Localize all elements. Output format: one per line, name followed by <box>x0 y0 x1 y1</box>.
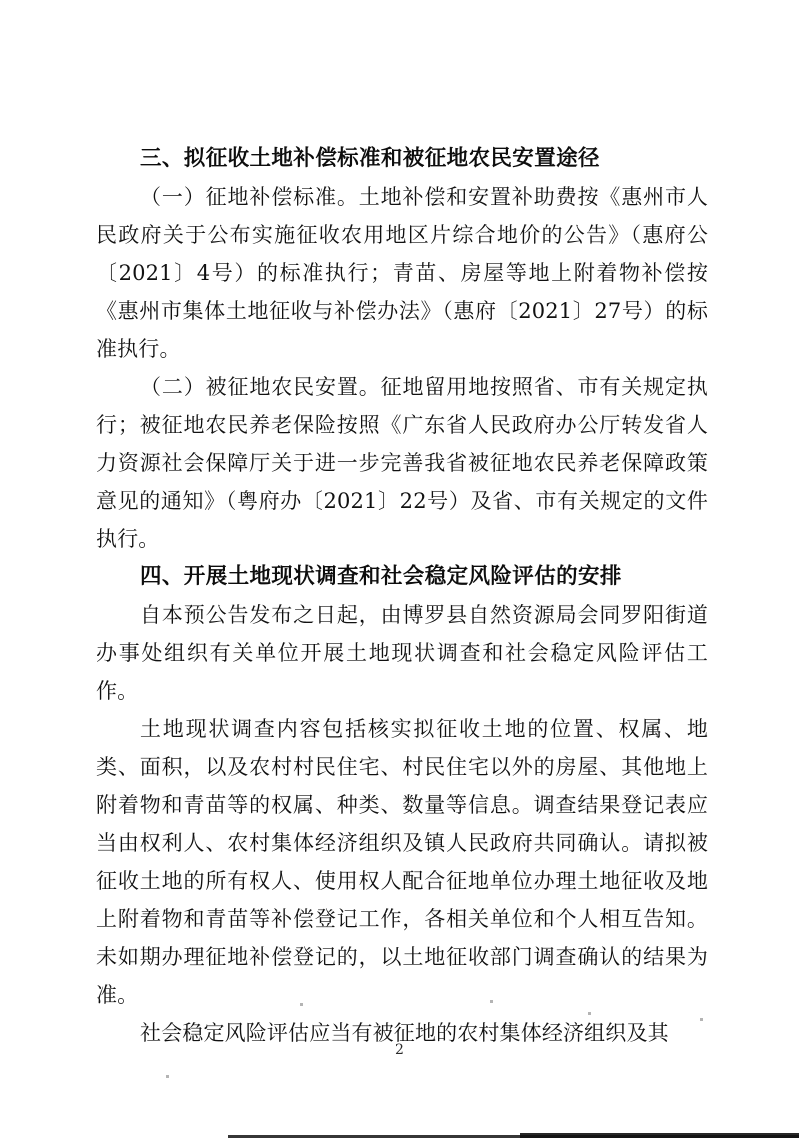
scan-artifact-speck-a <box>166 1075 169 1078</box>
scan-edge-line-thick <box>520 1133 799 1138</box>
paragraph-survey-arrangement: 自本预公告发布之日起，由博罗县自然资源局会同罗阳街道办事处组织有关单位开展土地现状调查和社会稳定风险评估工作。 <box>96 603 708 703</box>
section-heading-three: 三、拟征收土地补偿标准和被征地农民安置途径 <box>140 146 600 171</box>
paragraph-farmer-resettlement: （二）被征地农民安置。征地留用地按照省、市有关规定执行；被征地农民养老保险按照《广东省人民政府办公厅转发省人力资源社会保障厅关于进一步完善我省被征地农民养老保障政策意见的通知》（粤府办〔2021〕22号）及省、市有关规定的文件执行。 <box>96 375 708 551</box>
scan-artifact-speck-c <box>490 1000 493 1003</box>
paragraph-risk-assessment: 社会稳定风险评估应当有被征地的农村集体经济组织及其 <box>140 1021 669 1045</box>
paragraph-compensation-standard: （一）征地补偿标准。土地补偿和安置补助费按《惠州市人民政府关于公布实施征收农用地区片综合地价的公告》（惠府公〔2021〕4号）的标准执行；青苗、房屋等地上附着物补偿按《惠州市集体土地征收与补偿办法》（惠府〔2021〕27号）的标准执行。 <box>96 185 708 361</box>
paragraph-survey-content: 土地现状调查内容包括核实拟征收土地的位置、权属、地类、面积，以及农村村民住宅、村民住宅以外的房屋、其他地上附着物和青苗等的权属、种类、数量等信息。调查结果登记表应当由权利人、农村集体经济组织及镇人民政府共同确认。请拟被征收土地的所有权人、使用权人配合征地单位办理土地征收及地上附着物和青苗等补偿登记工作，各相关单位和个人相互告知。未如期办理征地补偿登记的，以土地征收部门调查确认的结果为准。 <box>96 717 708 1007</box>
scan-artifact-speck-b <box>300 1003 303 1006</box>
scan-artifact-speck-e <box>700 1018 703 1021</box>
document-body <box>96 140 708 1052</box>
page-number: 2 <box>395 1042 404 1058</box>
section-heading-four: 四、开展土地现状调查和社会稳定风险评估的安排 <box>140 564 622 589</box>
scan-artifact-speck-d <box>588 1012 591 1015</box>
